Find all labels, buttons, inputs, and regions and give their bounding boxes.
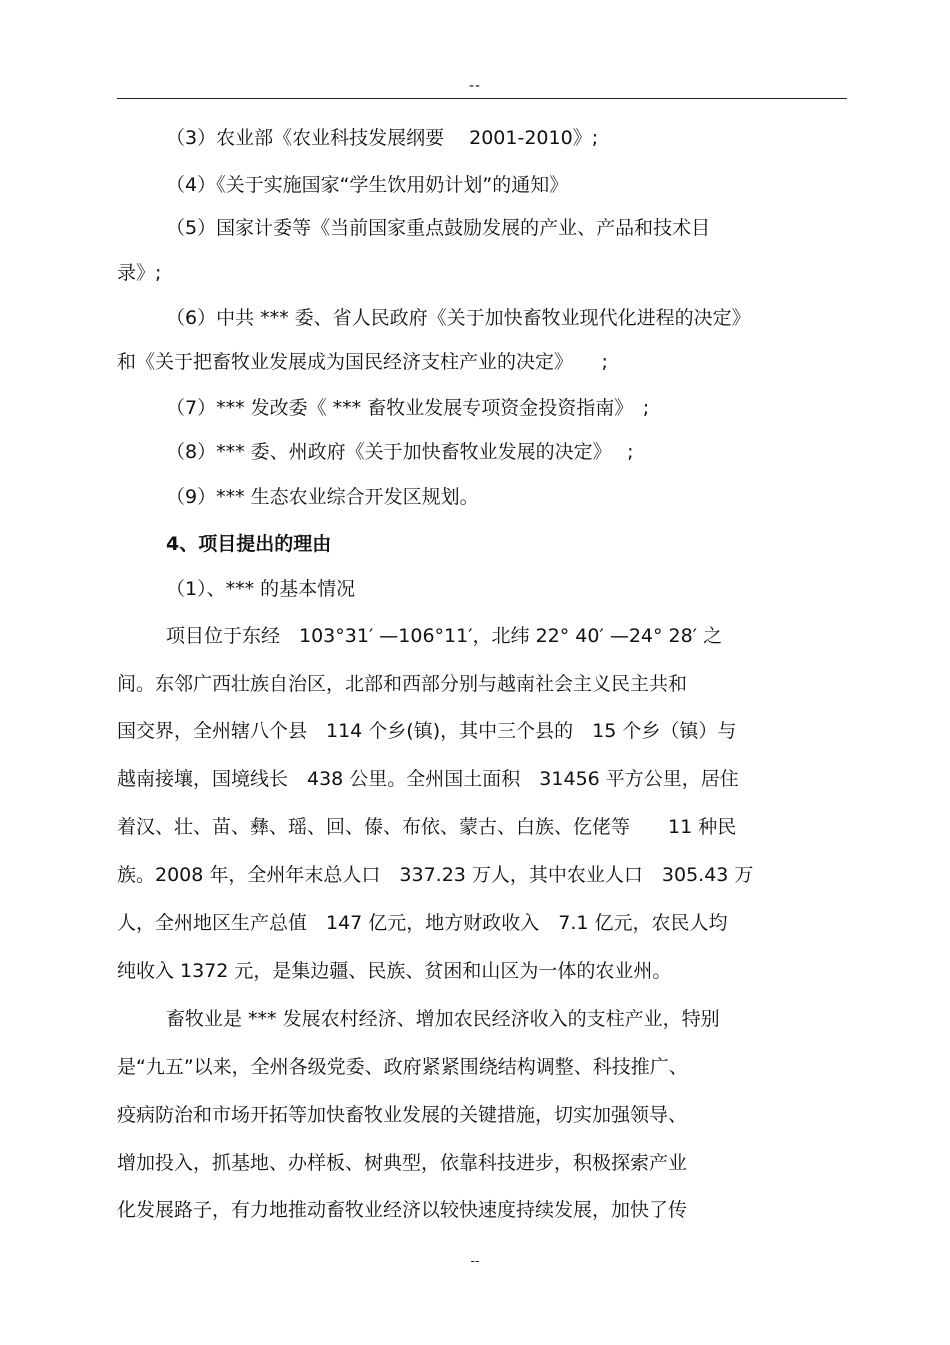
section-heading: 4、项目提出的理由 — [166, 533, 332, 555]
page-footer-mark: -- — [470, 1254, 480, 1268]
basis-item-continuation: 录》; — [117, 262, 162, 284]
basis-item-continuation: 和《关于把畜牧业发展成为国民经济支柱产业的决定》 ; — [117, 351, 608, 373]
header-rule — [117, 98, 847, 99]
paragraph-line: 化发展路子，有力地推动畜牧业经济以较快速度持续发展，加快了传 — [117, 1199, 688, 1221]
basis-item: （5）国家计委等《当前国家重点鼓励发展的产业、产品和技术目 — [166, 217, 711, 239]
paragraph-line: 间。东邻广西壮族自治区，北部和西部分别与越南社会主义民主共和 — [117, 673, 688, 695]
paragraph-line: 是“九五”以来，全州各级党委、政府紧紧围绕结构调整、科技推广、 — [117, 1056, 688, 1078]
paragraph-line: 纯收入 1372 元，是集边疆、民族、贫困和山区为一体的农业州。 — [117, 960, 672, 982]
paragraph-line: 项目位于东经 103°31′ —106°11′，北纬 22° 40′ —24° 28′ 之 — [166, 625, 723, 647]
paragraph-line: 人，全州地区生产总值 147 亿元，地方财政收入 7.1 亿元，农民人均 — [117, 912, 728, 934]
paragraph-line: 增加投入，抓基地、办样板、树典型，依靠科技进步，积极探索产业 — [117, 1152, 688, 1174]
basis-item: （7）*** 发改委《 *** 畜牧业发展专项资金投资指南》 ; — [166, 397, 650, 419]
basis-item: （4）《关于实施国家“学生饮用奶计划”的通知》 — [166, 174, 569, 196]
basis-item: （8）*** 委、州政府《关于加快畜牧业发展的决定》 ; — [166, 441, 634, 463]
paragraph-line: 国交界，全州辖八个县 114 个乡(镇)，其中三个县的 15 个乡（镇）与 — [117, 720, 737, 742]
paragraph-line: 族。2008 年，全州年末总人口 337.23 万人，其中农业人口 305.43 万 — [117, 864, 754, 886]
basis-item: （6）中共 *** 委、省人民政府《关于加快畜牧业现代化进程的决定》 — [166, 307, 751, 329]
paragraph-line: 畜牧业是 *** 发展农村经济、增加农民经济收入的支柱产业，特别 — [166, 1008, 720, 1030]
subsection-heading: （1）、*** 的基本情况 — [166, 578, 356, 600]
paragraph-line: 着汉、壮、苗、彝、瑶、回、傣、布依、蒙古、白族、仡佬等 11 种民 — [117, 816, 737, 838]
basis-item: （3）农业部《农业科技发展纲要 2001-2010》; — [166, 127, 599, 149]
paragraph-line: 疫病防治和市场开拓等加快畜牧业发展的关键措施，切实加强领导、 — [117, 1104, 688, 1126]
paragraph-line: 越南接壤，国境线长 438 公里。全州国土面积 31456 平方公里，居住 — [117, 768, 739, 790]
basis-item: （9）*** 生态农业综合开发区规划。 — [166, 486, 479, 508]
page-header-mark: -- — [468, 78, 482, 94]
